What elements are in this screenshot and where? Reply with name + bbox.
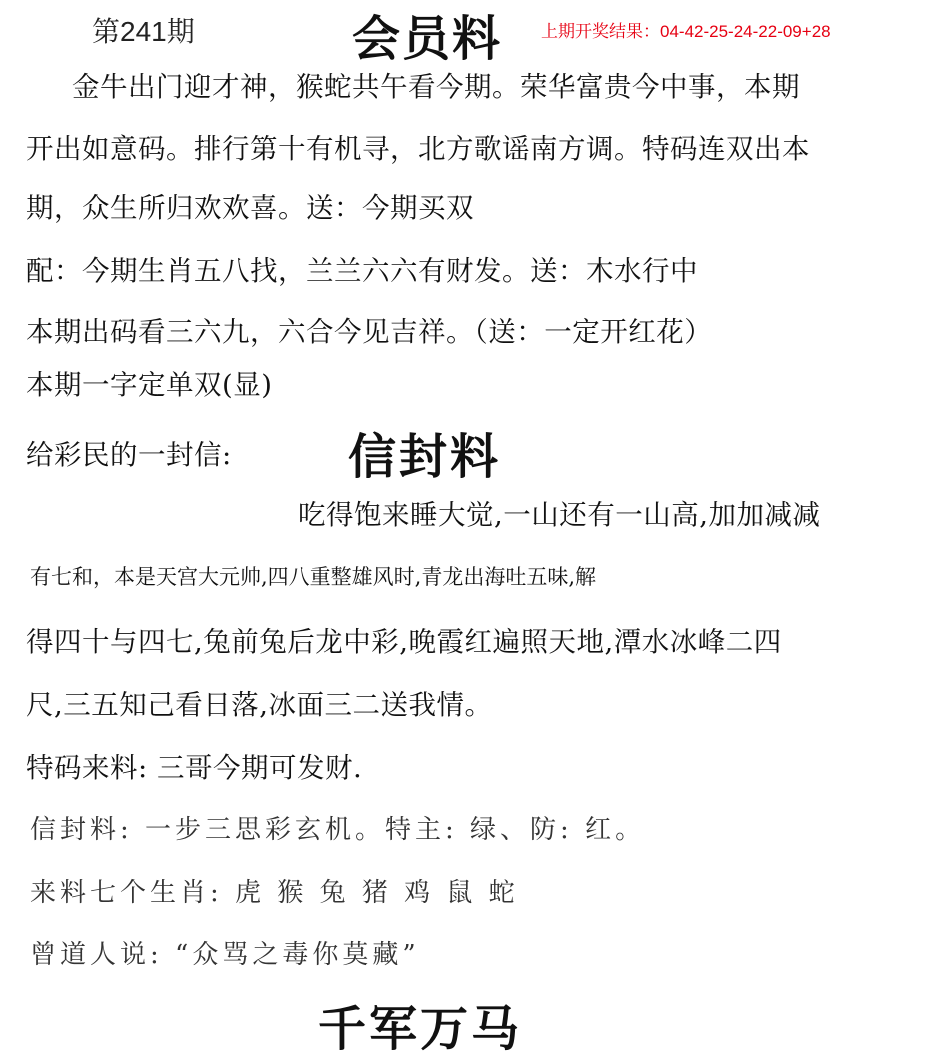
- member-line-3: 期，众生所归欢欢喜。送：今期买双: [26, 192, 474, 224]
- zodiac-line: 来料七个生肖: 虎 猴 兔 猪 鸡 鼠 蛇: [30, 878, 519, 908]
- member-title: 会员料: [352, 11, 503, 67]
- member-line-1: 金牛出门迎才神，猴蛇共午看今期。荣华富贵今中事，本期: [72, 71, 800, 103]
- member-line-2: 开出如意码。排行第十有机寻，北方歌谣南方调。特码连双出本: [26, 133, 810, 165]
- letter-line-1: 吃得饱来睡大觉,一山还有一山高,加加减减: [298, 499, 821, 531]
- last-result: 上期开奖结果：04-42-25-24-22-09+28: [541, 22, 831, 41]
- quote-line: 曾道人说: “众骂之毒你莫藏”: [30, 940, 420, 970]
- issue-number: 第241期: [92, 16, 195, 47]
- member-line-6: 本期一字定单双(显): [26, 369, 273, 401]
- letter-line-3: 得四十与四七,兔前兔后龙中彩,晚霞红遍照天地,潭水冰峰二四: [26, 626, 782, 658]
- letter-intro: 给彩民的一封信:: [26, 439, 232, 471]
- member-line-4: 配：今期生肖五八找，兰兰六六有财发。送：木水行中: [26, 255, 698, 287]
- letter-title: 信封料: [348, 429, 502, 485]
- footer-title: 千军万马: [318, 1001, 523, 1057]
- letter-line-4: 尺,三五知己看日落,冰面三二送我情。: [26, 689, 493, 721]
- member-line-5: 本期出码看三六九，六合今见吉祥。（送：一定开红花）: [26, 316, 713, 348]
- special-code-line: 特码来料: 三哥今期可发财.: [26, 752, 363, 784]
- letter-line-2: 有七和，本是天宫大元帅,四八重整雄风时,青龙出海吐五味,解: [30, 565, 597, 589]
- envelope-tip-line: 信封料: 一步三思彩玄机。特主: 绿、防: 红。: [30, 815, 646, 845]
